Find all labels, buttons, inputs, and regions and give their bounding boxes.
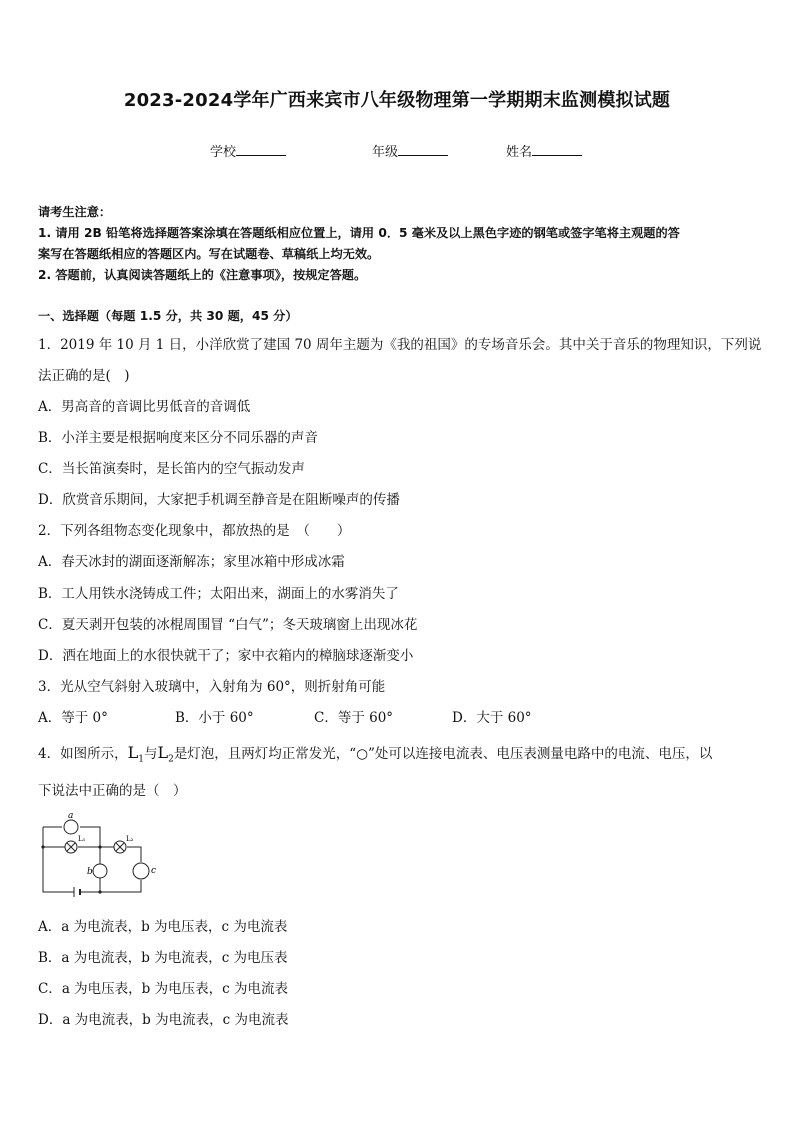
grade-blank[interactable] (398, 143, 448, 156)
q4-option-d: D．a 为电流表，b 为电流表，c 为电流表 (38, 1012, 289, 1028)
q3-stem: 3．光从空气斜射入玻璃中，入射角为 60°，则折射角可能 (38, 679, 386, 695)
q2-stem: 2．下列各组物态变化现象中，都放热的是 （ ） (38, 523, 351, 539)
grade-field (372, 141, 448, 160)
q4-stem-line-1 (38, 742, 712, 765)
q1-stem-line-1: 1．2019 年 10 月 1 日，小洋欣赏了建国 70 周年主题为《我的祖国》的专场音乐会。其中关于音乐的物理知识，下列说 (38, 337, 762, 353)
q4-option-b: B．a 为电流表，b 为电流表，c 为电压表 (38, 950, 288, 966)
junction-bottom (98, 890, 101, 893)
name-label: 姓名 (506, 145, 533, 160)
school-field (210, 141, 286, 160)
q4-stem-prefix: 4．如图所示， (38, 746, 128, 762)
l1-symbol: L (127, 743, 139, 762)
label-b: b (87, 867, 93, 877)
label-a: a (68, 811, 74, 821)
q4-stem-suffix: 是灯泡，且两灯均正常发光，“○”处可以连接电流表、电压表测量电路中的电流、电压，以 (173, 746, 713, 762)
circuit-diagram (38, 810, 163, 900)
q3-option-a: A．等于 0° (38, 710, 108, 726)
q2-option-b: B．工人用铁水浇铸成工件；太阳出来，湖面上的水雾消失了 (38, 586, 399, 602)
q2-option-a: A．春天冰封的湖面逐渐解冻；家里冰箱中形成冰霜 (38, 554, 345, 570)
l2-subscript: 2 (168, 754, 174, 765)
meter-b (93, 864, 107, 878)
q3-option-b: B．小于 60° (175, 710, 254, 726)
q4-option-a: A．a 为电流表，b 为电压表，c 为电流表 (38, 919, 288, 935)
q1-option-c: C．当长笛演奏时，是长笛内的空气振动发声 (38, 461, 305, 477)
meter-a (64, 820, 78, 834)
wire-bottom-right (80, 880, 141, 892)
notice-heading: 请考生注意： (38, 205, 112, 219)
name-blank[interactable] (532, 143, 582, 156)
page-title: 2023-2024学年广西来宾市八年级物理第一学期期末监测模拟试题 (123, 90, 671, 111)
junction-center (98, 845, 101, 848)
meter-c (133, 863, 149, 879)
q3-option-d: D．大于 60° (452, 710, 532, 726)
label-l2: L₂ (126, 835, 134, 843)
label-c: c (151, 866, 157, 876)
wire-left-bottom (43, 827, 74, 892)
q4-with: 与 (143, 746, 158, 762)
grade-label: 年级 (372, 145, 399, 160)
q3-option-c: C．等于 60° (314, 710, 394, 726)
l1-subscript: 1 (138, 754, 144, 765)
junction-left (41, 845, 44, 848)
q4-stem-line-2: 下说法中正确的是（ ） (38, 783, 187, 799)
wire-mid-right (127, 847, 141, 862)
school-blank[interactable] (236, 143, 286, 156)
q4-option-c: C．a 为电压表，b 为电压表，c 为电流表 (38, 981, 288, 997)
l2-symbol: L (157, 743, 169, 762)
section-heading: 一、选择题（每题 1.5 分，共 30 题，45 分） (38, 309, 298, 323)
q1-option-a: A．男高音的音调比男低音的音调低 (38, 399, 251, 415)
notice-line-3: 2. 答题前，认真阅读答题纸上的《注意事项》，按规定答题。 (38, 268, 367, 282)
name-field (506, 141, 582, 160)
q2-option-c: C．夏天剥开包装的冰棍周围冒 “白气”；冬天玻璃窗上出现冰花 (38, 617, 418, 633)
notice-line-1: 1. 请用 2B 铅笔将选择题答案涂填在答题纸相应位置上，请用 0．5 毫米及以上黑色字迹的钢笔或签字笔将主观题的答 (38, 226, 680, 240)
q1-option-d: D．欣赏音乐期间，大家把手机调至静音是在阻断噪声的传播 (38, 492, 400, 508)
notice-line-2: 案写在答题纸相应的答题区内。写在试题卷、草稿纸上均无效。 (38, 247, 380, 261)
school-label: 学校 (210, 145, 237, 160)
q1-stem-line-2: 法正确的是( ) (38, 368, 130, 384)
q1-option-b: B．小洋主要是根据响度来区分不同乐器的声音 (38, 430, 318, 446)
q2-option-d: D．洒在地面上的水很快就干了；家中衣箱内的樟脑球逐渐变小 (38, 648, 414, 664)
label-l1: L₁ (78, 835, 86, 843)
